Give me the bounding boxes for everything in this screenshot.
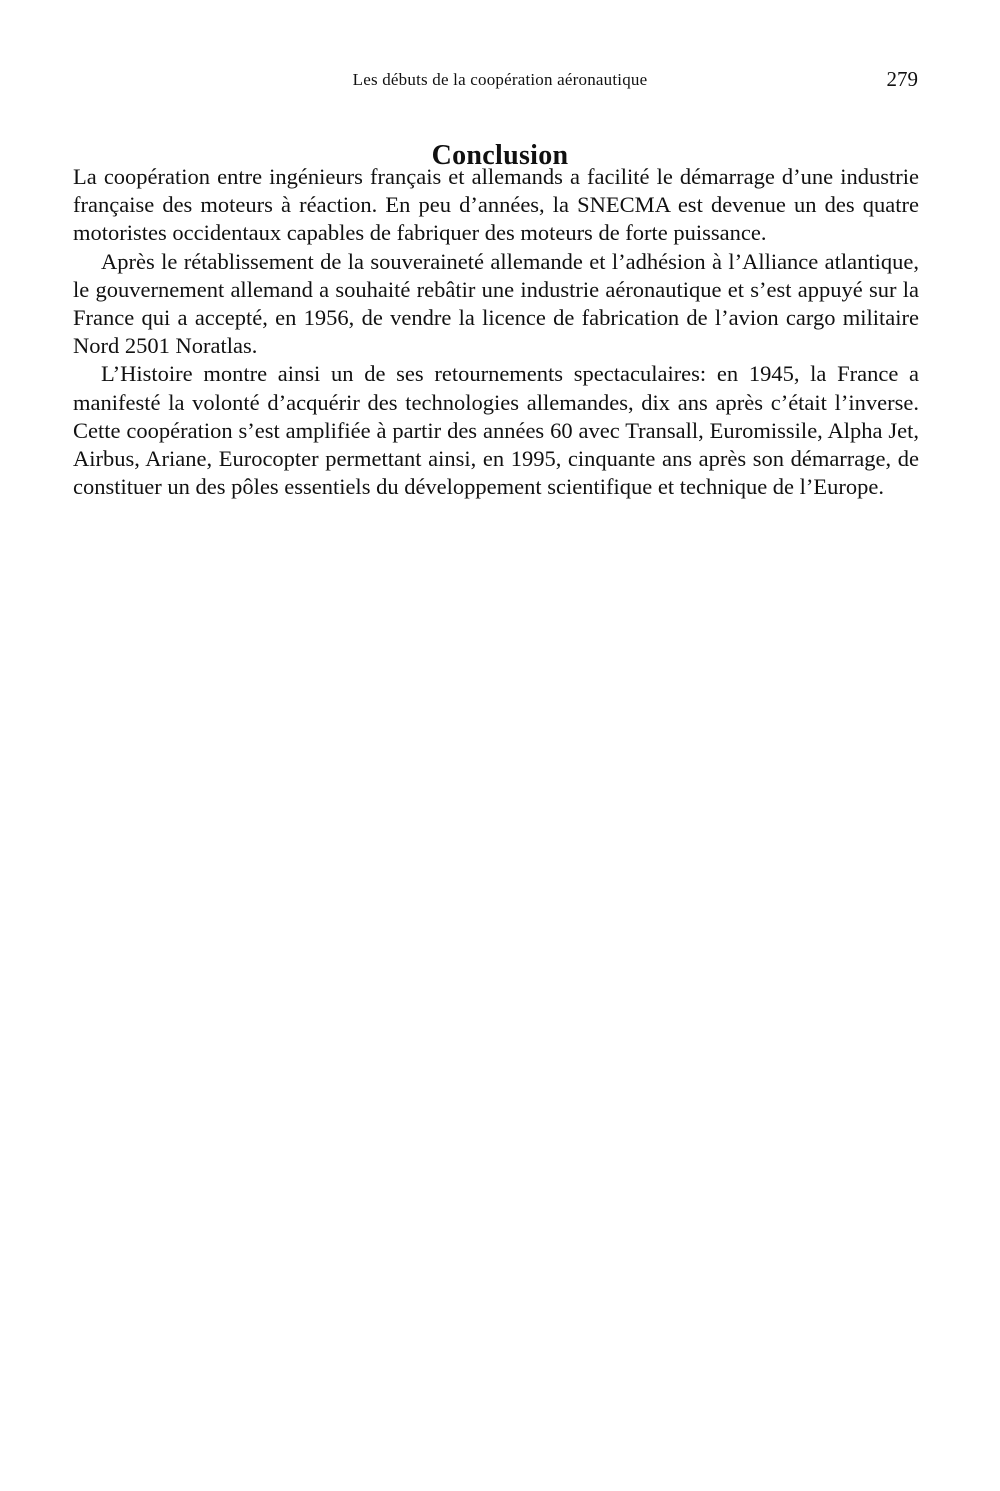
page-number: 279 <box>886 67 918 91</box>
running-head: Les débuts de la coopération aéronautique <box>352 70 648 89</box>
paragraph-1: La coopération entre ingénieurs français et allemands a facilité le démarrage d’une industrie française des moteurs à réaction. En peu d’années, la SNECMA est devenue un des quatre motoristes occidentaux capables de fabriquer des moteurs de forte puissance. <box>73 164 919 246</box>
paragraph-2: Après le rétablissement de la souveraineté allemande et l’adhésion à l’Alliance atlantique, le gouvernement allemand a souhaité rebâtir une industrie aéronautique et s’est appuyé sur la France qui a accepté, en 1956, de vendre la licence de fabrication de l’avion cargo militaire Nord 2501 Noratlas. <box>73 248 919 359</box>
body-text <box>73 163 919 501</box>
paragraph-3: L’Histoire montre ainsi un de ses retournements spectaculaires: en 1945, la France a manifesté la volonté d’acquérir des technologies allemandes, dix ans après c’était l’inverse. Cette coopération s’est amplifiée à partir des années 60 avec Transall, Euromissile, Alpha Jet, Airbus, Ariane, Eurocopter permettant ainsi, en 1995, cinquante ans après son démarrage, de constituer un des pôles essentiels du développement scientifique et technique de l’Europe. <box>73 361 919 500</box>
section-title: Conclusion <box>431 140 569 172</box>
